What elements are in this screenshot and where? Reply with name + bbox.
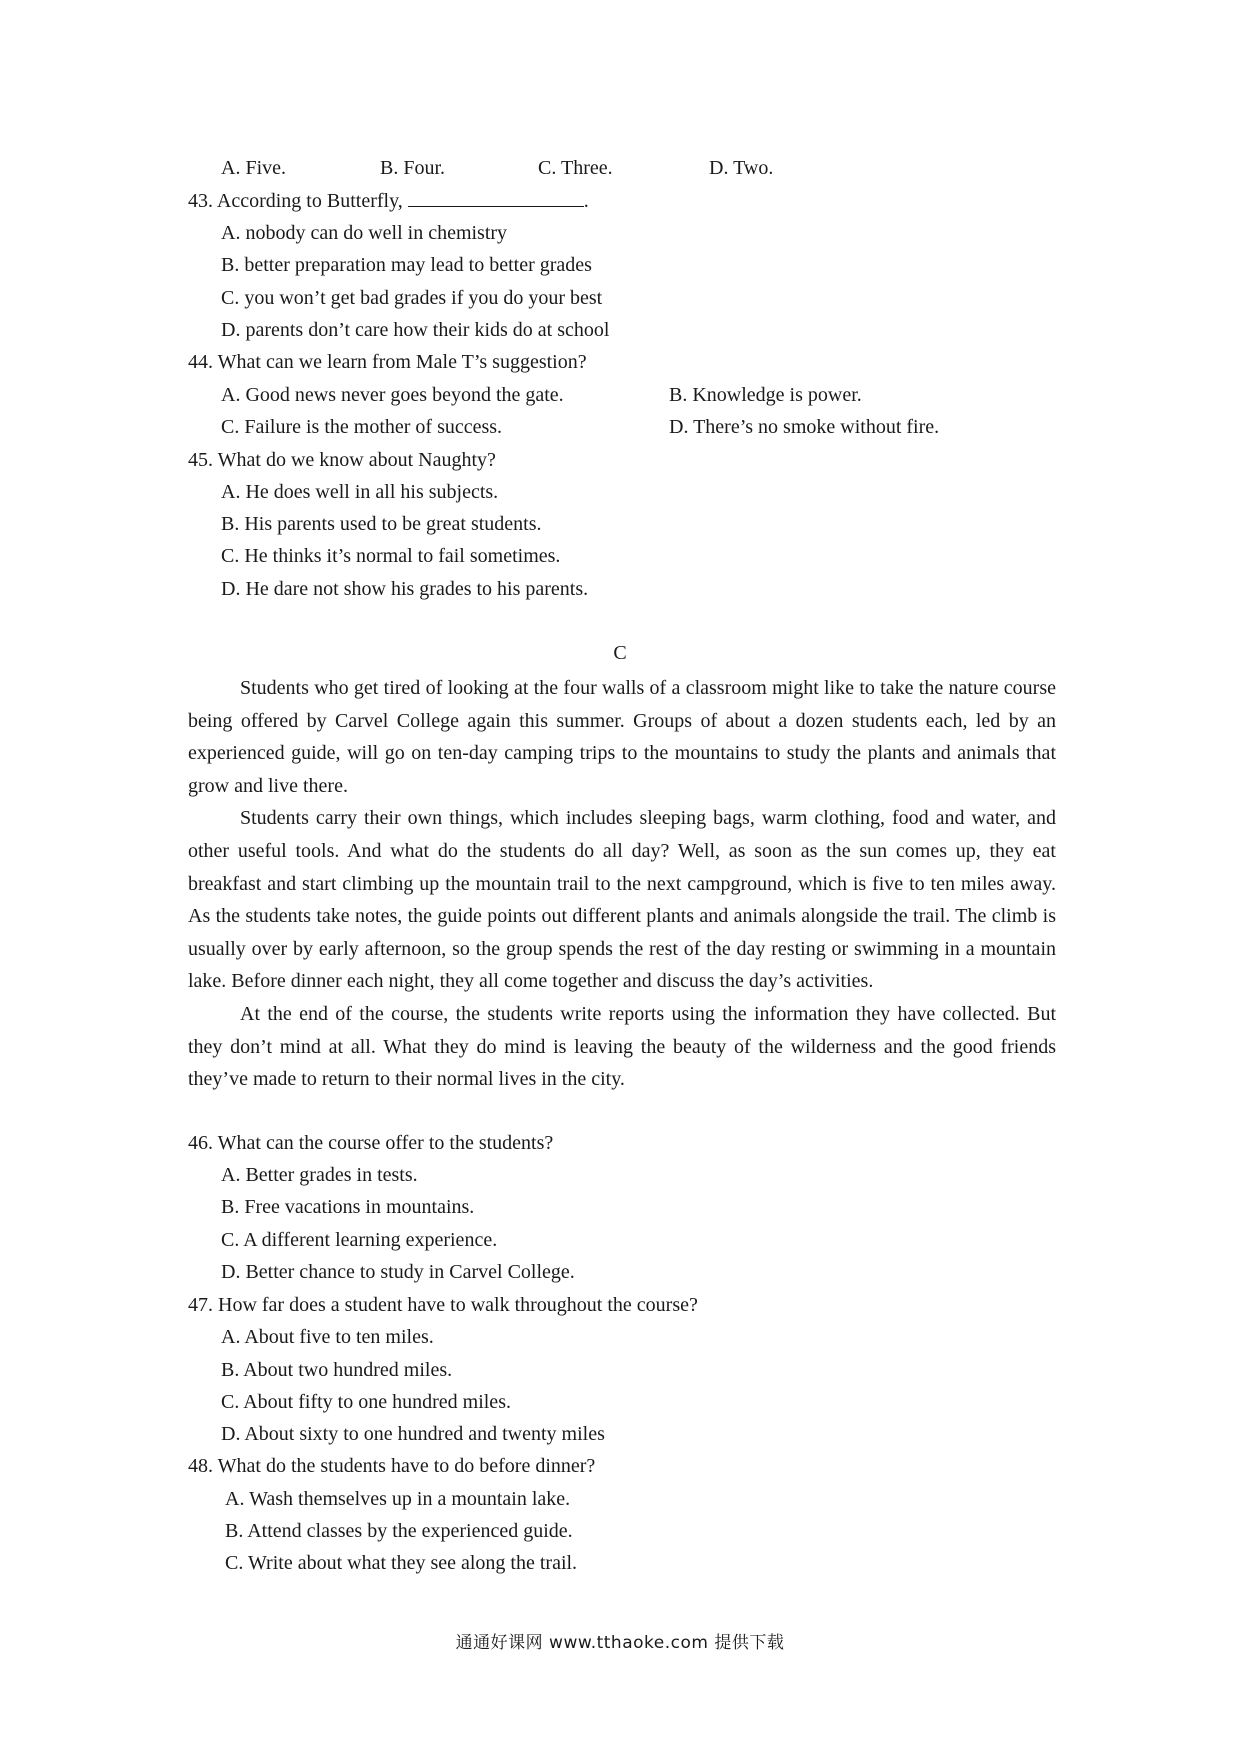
q42-option-c: C. Three.: [538, 157, 613, 179]
q42-option-b: B. Four.: [380, 157, 446, 179]
q44-option-d: D. There’s no smoke without fire.: [669, 416, 940, 438]
q48-option-a: A. Wash themselves up in a mountain lake.: [225, 1488, 571, 1510]
q48-option-c: C. Write about what they see along the trail.: [225, 1552, 578, 1574]
q47-option-b: B. About two hundred miles.: [221, 1359, 453, 1381]
q48-stem: 48. What do the students have to do before dinner?: [188, 1455, 596, 1477]
q42-option-a: A. Five.: [221, 157, 286, 179]
q43-option-a: A. nobody can do well in chemistry: [221, 222, 508, 244]
q42-option-d: D. Two.: [709, 157, 774, 179]
q47-stem: 47. How far does a student have to walk throughout the course?: [188, 1294, 698, 1316]
q44-stem: 44. What can we learn from Male T’s suggestion?: [188, 351, 587, 373]
q47-option-c: C. About fifty to one hundred miles.: [221, 1391, 511, 1413]
q45-option-a: A. He does well in all his subjects.: [221, 481, 499, 503]
q43-option-b: B. better preparation may lead to better grades: [221, 254, 592, 276]
q43-stem: [188, 188, 589, 214]
q46-option-a: A. Better grades in tests.: [221, 1164, 418, 1186]
q45-option-b: B. His parents used to be great students.: [221, 513, 542, 535]
q44-option-a: A. Good news never goes beyond the gate.: [221, 384, 564, 406]
q48-option-b: B. Attend classes by the experienced guide.: [225, 1520, 573, 1542]
passage-c-body: [188, 672, 1056, 1096]
q47-option-a: A. About five to ten miles.: [221, 1326, 434, 1348]
q44-option-b: B. Knowledge is power.: [669, 384, 862, 406]
q43-stem-end: .: [583, 190, 589, 212]
passage-c-paragraph-1: Students who get tired of looking at the four walls of a classroom might like to take the nature course being offered by Carvel College again this summer. Groups of about a dozen students each, led by an experienced guide, will go on ten-day camping trips to the mountains to study the plants and animals that grow and live there.: [188, 677, 1056, 797]
passage-c-paragraph-2: Students carry their own things, which includes sleeping bags, warm clothing, food and water, and other useful tools. And what do the students do all day? Well, as soon as the sun comes up, they eat breakfast and start climbing up the mountain trail to the next campground, which is five to ten miles away. As the students take notes, the guide points out different plants and animals alongside the trail. The climb is usually over by early afternoon, so the group spends the rest of the day resting or swimming in a mountain lake. Before dinner each night, they all come together and discuss the day’s activities.: [188, 807, 1056, 993]
page-footer: 通通好课网 www.tthaoke.com 提供下载: [455, 1633, 785, 1653]
q45-option-c: C. He thinks it’s normal to fail sometimes.: [221, 545, 561, 567]
q46-stem: 46. What can the course offer to the students?: [188, 1132, 554, 1154]
q43-stem-text: 43. According to Butterfly,: [188, 190, 408, 212]
q43-option-c: C. you won’t get bad grades if you do your best: [221, 287, 603, 309]
q46-option-d: D. Better chance to study in Carvel College.: [221, 1261, 575, 1283]
q45-stem: 45. What do we know about Naughty?: [188, 449, 496, 471]
q46-option-b: B. Free vacations in mountains.: [221, 1196, 475, 1218]
q46-option-c: C. A different learning experience.: [221, 1229, 498, 1251]
q45-option-d: D. He dare not show his grades to his parents.: [221, 578, 589, 600]
passage-c-paragraph-3: At the end of the course, the students write reports using the information they have collected. But they don’t mind at all. What they do mind is leaving the beauty of the wilderness and the good friends they’ve made to return to their normal lives in the city.: [188, 1002, 1056, 1091]
q47-option-d: D. About sixty to one hundred and twenty miles: [221, 1423, 605, 1445]
q43-option-d: D. parents don’t care how their kids do at school: [221, 319, 610, 341]
passage-c-title: C: [613, 642, 627, 664]
q43-answer-blank: [408, 188, 584, 207]
q44-option-c: C. Failure is the mother of success.: [221, 416, 503, 438]
